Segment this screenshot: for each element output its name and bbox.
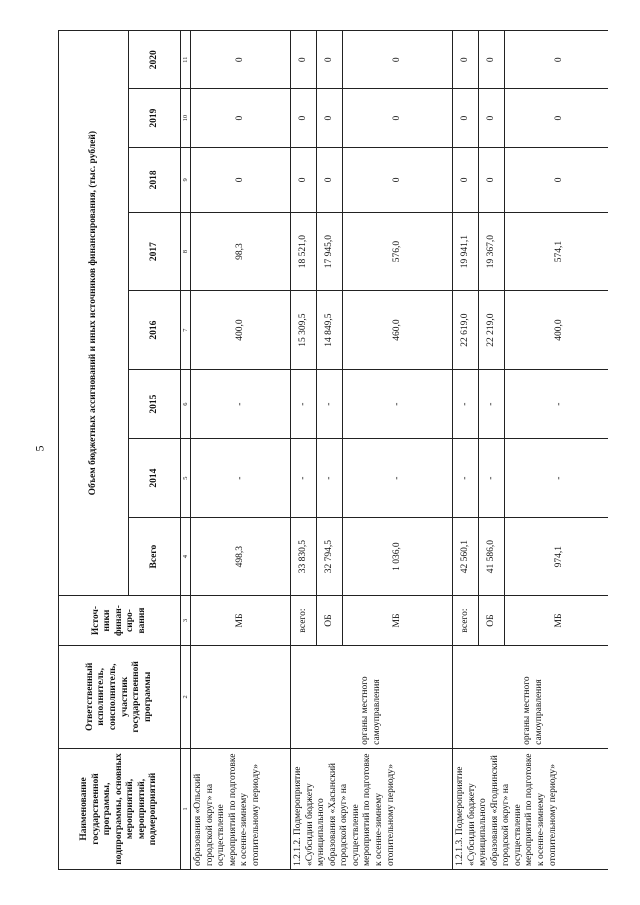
column-number: 3 bbox=[181, 596, 191, 645]
row-value: 0 bbox=[505, 89, 609, 147]
row-value: - bbox=[453, 439, 479, 518]
row-value: - bbox=[191, 439, 291, 518]
row-value: 15 309,5 bbox=[291, 291, 317, 370]
row-value: 98,3 bbox=[191, 212, 291, 291]
row-executor: органы местного самоуправления bbox=[291, 645, 453, 748]
row-value: - bbox=[317, 439, 343, 518]
header-executor: Ответственный исполнитель, соисполнитель, участник государственной программы bbox=[59, 645, 181, 748]
row-source: ОБ bbox=[317, 596, 343, 645]
page-number: 5 bbox=[32, 445, 47, 452]
header-year: 2014 bbox=[129, 439, 181, 518]
row-value: 574,1 bbox=[505, 212, 609, 291]
header-funding: Объем бюджетных ассигнований и иных источников финансирования, (тыс. рублей) bbox=[59, 31, 129, 596]
header-name: Наименование государственной программы, подпрограммы, основных мероприятий, мероприятий, подмероприятий bbox=[59, 748, 181, 869]
row-value: 0 bbox=[291, 147, 317, 212]
row-value: 0 bbox=[191, 89, 291, 147]
row-value: 19 367,0 bbox=[479, 212, 505, 291]
row-value: 0 bbox=[453, 89, 479, 147]
row-value: 1 036,0 bbox=[343, 517, 453, 596]
row-value: 0 bbox=[343, 147, 453, 212]
row-source: МБ bbox=[343, 596, 453, 645]
column-number: 1 bbox=[181, 748, 191, 869]
row-value: 0 bbox=[317, 89, 343, 147]
table-row bbox=[291, 31, 317, 870]
row-value: 400,0 bbox=[191, 291, 291, 370]
row-value: 460,0 bbox=[343, 291, 453, 370]
row-value: 400,0 bbox=[505, 291, 609, 370]
row-name: 1.2.1.3. Подмероприятие «Субсидии бюджету муниципального образования «Ягоднинский городской округ» на осуществление мероприятий по подготовке к осенне-зимнему отопительному периоду» bbox=[453, 748, 609, 869]
row-value: - bbox=[317, 369, 343, 439]
row-executor: органы местного самоуправления bbox=[453, 645, 609, 748]
row-value: - bbox=[505, 439, 609, 518]
header-year: Всего bbox=[129, 517, 181, 596]
header-source: Источ-ники финан-сиро-вания bbox=[59, 596, 181, 645]
table-header bbox=[59, 31, 191, 870]
row-value: 0 bbox=[191, 147, 291, 212]
row-value: 0 bbox=[453, 31, 479, 89]
row-value: 0 bbox=[505, 31, 609, 89]
row-value: - bbox=[479, 369, 505, 439]
row-value: 0 bbox=[479, 31, 505, 89]
header-year: 2018 bbox=[129, 147, 181, 212]
row-value: 0 bbox=[453, 147, 479, 212]
row-value: 0 bbox=[191, 31, 291, 89]
row-name: 1.2.1.2. Подмероприятие «Субсидии бюджету муниципального образования «Хасынский городской округ» на осуществление мероприятий по подготовке к осенне-зимнему отопительному периоду» bbox=[291, 748, 453, 869]
row-value: - bbox=[291, 369, 317, 439]
table-row bbox=[453, 31, 479, 870]
header-year: 2017 bbox=[129, 212, 181, 291]
row-value: 0 bbox=[343, 31, 453, 89]
row-value: 41 586,0 bbox=[479, 517, 505, 596]
row-source: всего: bbox=[453, 596, 479, 645]
header-year: 2019 bbox=[129, 89, 181, 147]
column-number: 6 bbox=[181, 369, 191, 439]
row-value: 498,3 bbox=[191, 517, 291, 596]
row-value: - bbox=[343, 369, 453, 439]
funding-table bbox=[58, 30, 608, 870]
row-value: 0 bbox=[291, 31, 317, 89]
row-source: МБ bbox=[505, 596, 609, 645]
column-number: 7 bbox=[181, 291, 191, 370]
column-number: 10 bbox=[181, 89, 191, 147]
row-value: 974,1 bbox=[505, 517, 609, 596]
row-value: 22 219,0 bbox=[479, 291, 505, 370]
row-value: - bbox=[453, 369, 479, 439]
table-body bbox=[191, 31, 609, 870]
row-value: - bbox=[479, 439, 505, 518]
column-number: 5 bbox=[181, 439, 191, 518]
row-value: - bbox=[191, 369, 291, 439]
row-value: 14 849,5 bbox=[317, 291, 343, 370]
row-value: 22 619,0 bbox=[453, 291, 479, 370]
row-value: 19 941,1 bbox=[453, 212, 479, 291]
row-source: МБ bbox=[191, 596, 291, 645]
row-value: - bbox=[343, 439, 453, 518]
row-name: образования «Ольский городской округ» на осуществление мероприятий по подготовке к осенне-зимнему отопительному периоду» bbox=[191, 748, 291, 869]
row-value: 0 bbox=[317, 31, 343, 89]
row-source: всего: bbox=[291, 596, 317, 645]
table-row bbox=[191, 31, 291, 870]
column-number: 8 bbox=[181, 212, 191, 291]
rotated-table-container bbox=[58, 30, 608, 870]
row-value: - bbox=[505, 369, 609, 439]
row-value: 0 bbox=[343, 89, 453, 147]
row-value: - bbox=[291, 439, 317, 518]
row-value: 42 560,1 bbox=[453, 517, 479, 596]
row-source: ОБ bbox=[479, 596, 505, 645]
column-number: 9 bbox=[181, 147, 191, 212]
header-year: 2020 bbox=[129, 31, 181, 89]
row-value: 0 bbox=[291, 89, 317, 147]
document-page bbox=[58, 30, 608, 870]
row-executor bbox=[191, 645, 291, 748]
column-number: 4 bbox=[181, 517, 191, 596]
header-year: 2016 bbox=[129, 291, 181, 370]
row-value: 18 521,0 bbox=[291, 212, 317, 291]
row-value: 33 830,5 bbox=[291, 517, 317, 596]
row-value: 576,0 bbox=[343, 212, 453, 291]
row-value: 0 bbox=[479, 147, 505, 212]
row-value: 0 bbox=[317, 147, 343, 212]
header-year: 2015 bbox=[129, 369, 181, 439]
row-value: 0 bbox=[505, 147, 609, 212]
column-number: 2 bbox=[181, 645, 191, 748]
column-number: 11 bbox=[181, 31, 191, 89]
row-value: 0 bbox=[479, 89, 505, 147]
row-value: 17 945,0 bbox=[317, 212, 343, 291]
column-numbers-row bbox=[181, 31, 191, 870]
row-value: 32 794,5 bbox=[317, 517, 343, 596]
